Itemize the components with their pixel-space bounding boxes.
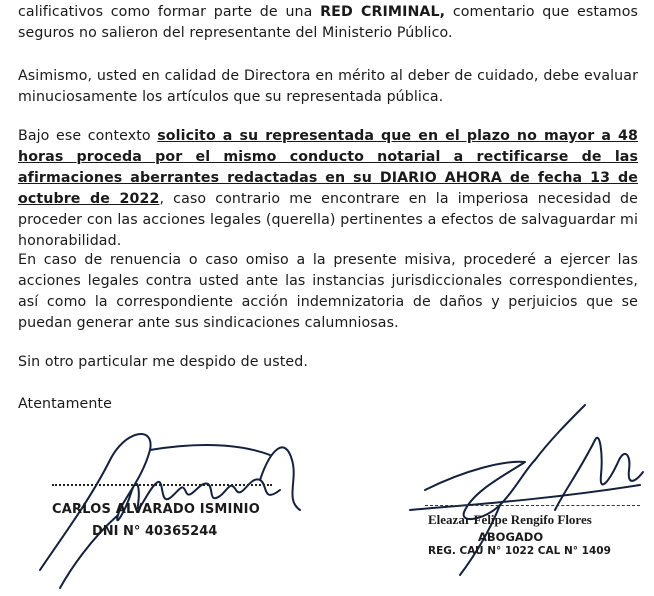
left-signature-line	[52, 484, 272, 486]
paragraph-3	[18, 126, 638, 252]
paragraph-1-start: calificativos como formar parte de una	[18, 4, 321, 20]
paragraph-5: Sin otro particular me despido de usted.	[18, 354, 308, 370]
paragraph-3-start: Bajo ese contexto	[18, 128, 158, 144]
paragraph-2: Asimismo, usted en calidad de Directora en mérito al deber de cuidado, debe evaluar minuciosamente los artículos que su representada pública.	[18, 68, 638, 105]
right-signature-line	[425, 505, 640, 506]
right-signatory-title: ABOGADO	[478, 530, 544, 544]
left-signatory-dni: DNI N° 40365244	[92, 524, 218, 539]
paragraph-3-end: , caso contrario me encontrare en la imperiosa necesidad de proceder con las acciones legales (querella) pertinentes a efectos de salvaguardar mi honorabilidad.	[18, 191, 638, 249]
red-criminal-emphasis: RED CRIMINAL,	[320, 4, 446, 20]
closing-salutation: Atentamente	[18, 396, 112, 412]
paragraph-4: En caso de renuencia o caso omiso a la presente misiva, procederé a ejercer las acciones legales contra usted ante las instancias jurisdiccionales correspondientes, así como la correspondiente acción indemnizatoria de daños y perjuicios que se puedan generar ante sus sindicaciones calumniosas.	[18, 252, 638, 331]
paragraph-1	[18, 2, 638, 44]
left-signatory-name: CARLOS ALVARADO ISMINIO	[52, 502, 260, 517]
rectification-request: solicito a su representada que en el plazo no mayor a 48 horas proceda por el mismo conducto notarial a rectificarse de las afirmaciones aberrantes redactadas en su DIARIO AHORA de fecha 13 de octubre de 2022	[18, 128, 638, 207]
right-signatory-registration: REG. CAU N° 1022 CAL N° 1409	[428, 545, 611, 557]
right-signatory-name: Eleazar Felipe Rengifo Flores	[428, 512, 592, 527]
paragraph-1-end: comentario que estamos seguros no salieron del representante del Ministerio Público.	[18, 4, 638, 41]
